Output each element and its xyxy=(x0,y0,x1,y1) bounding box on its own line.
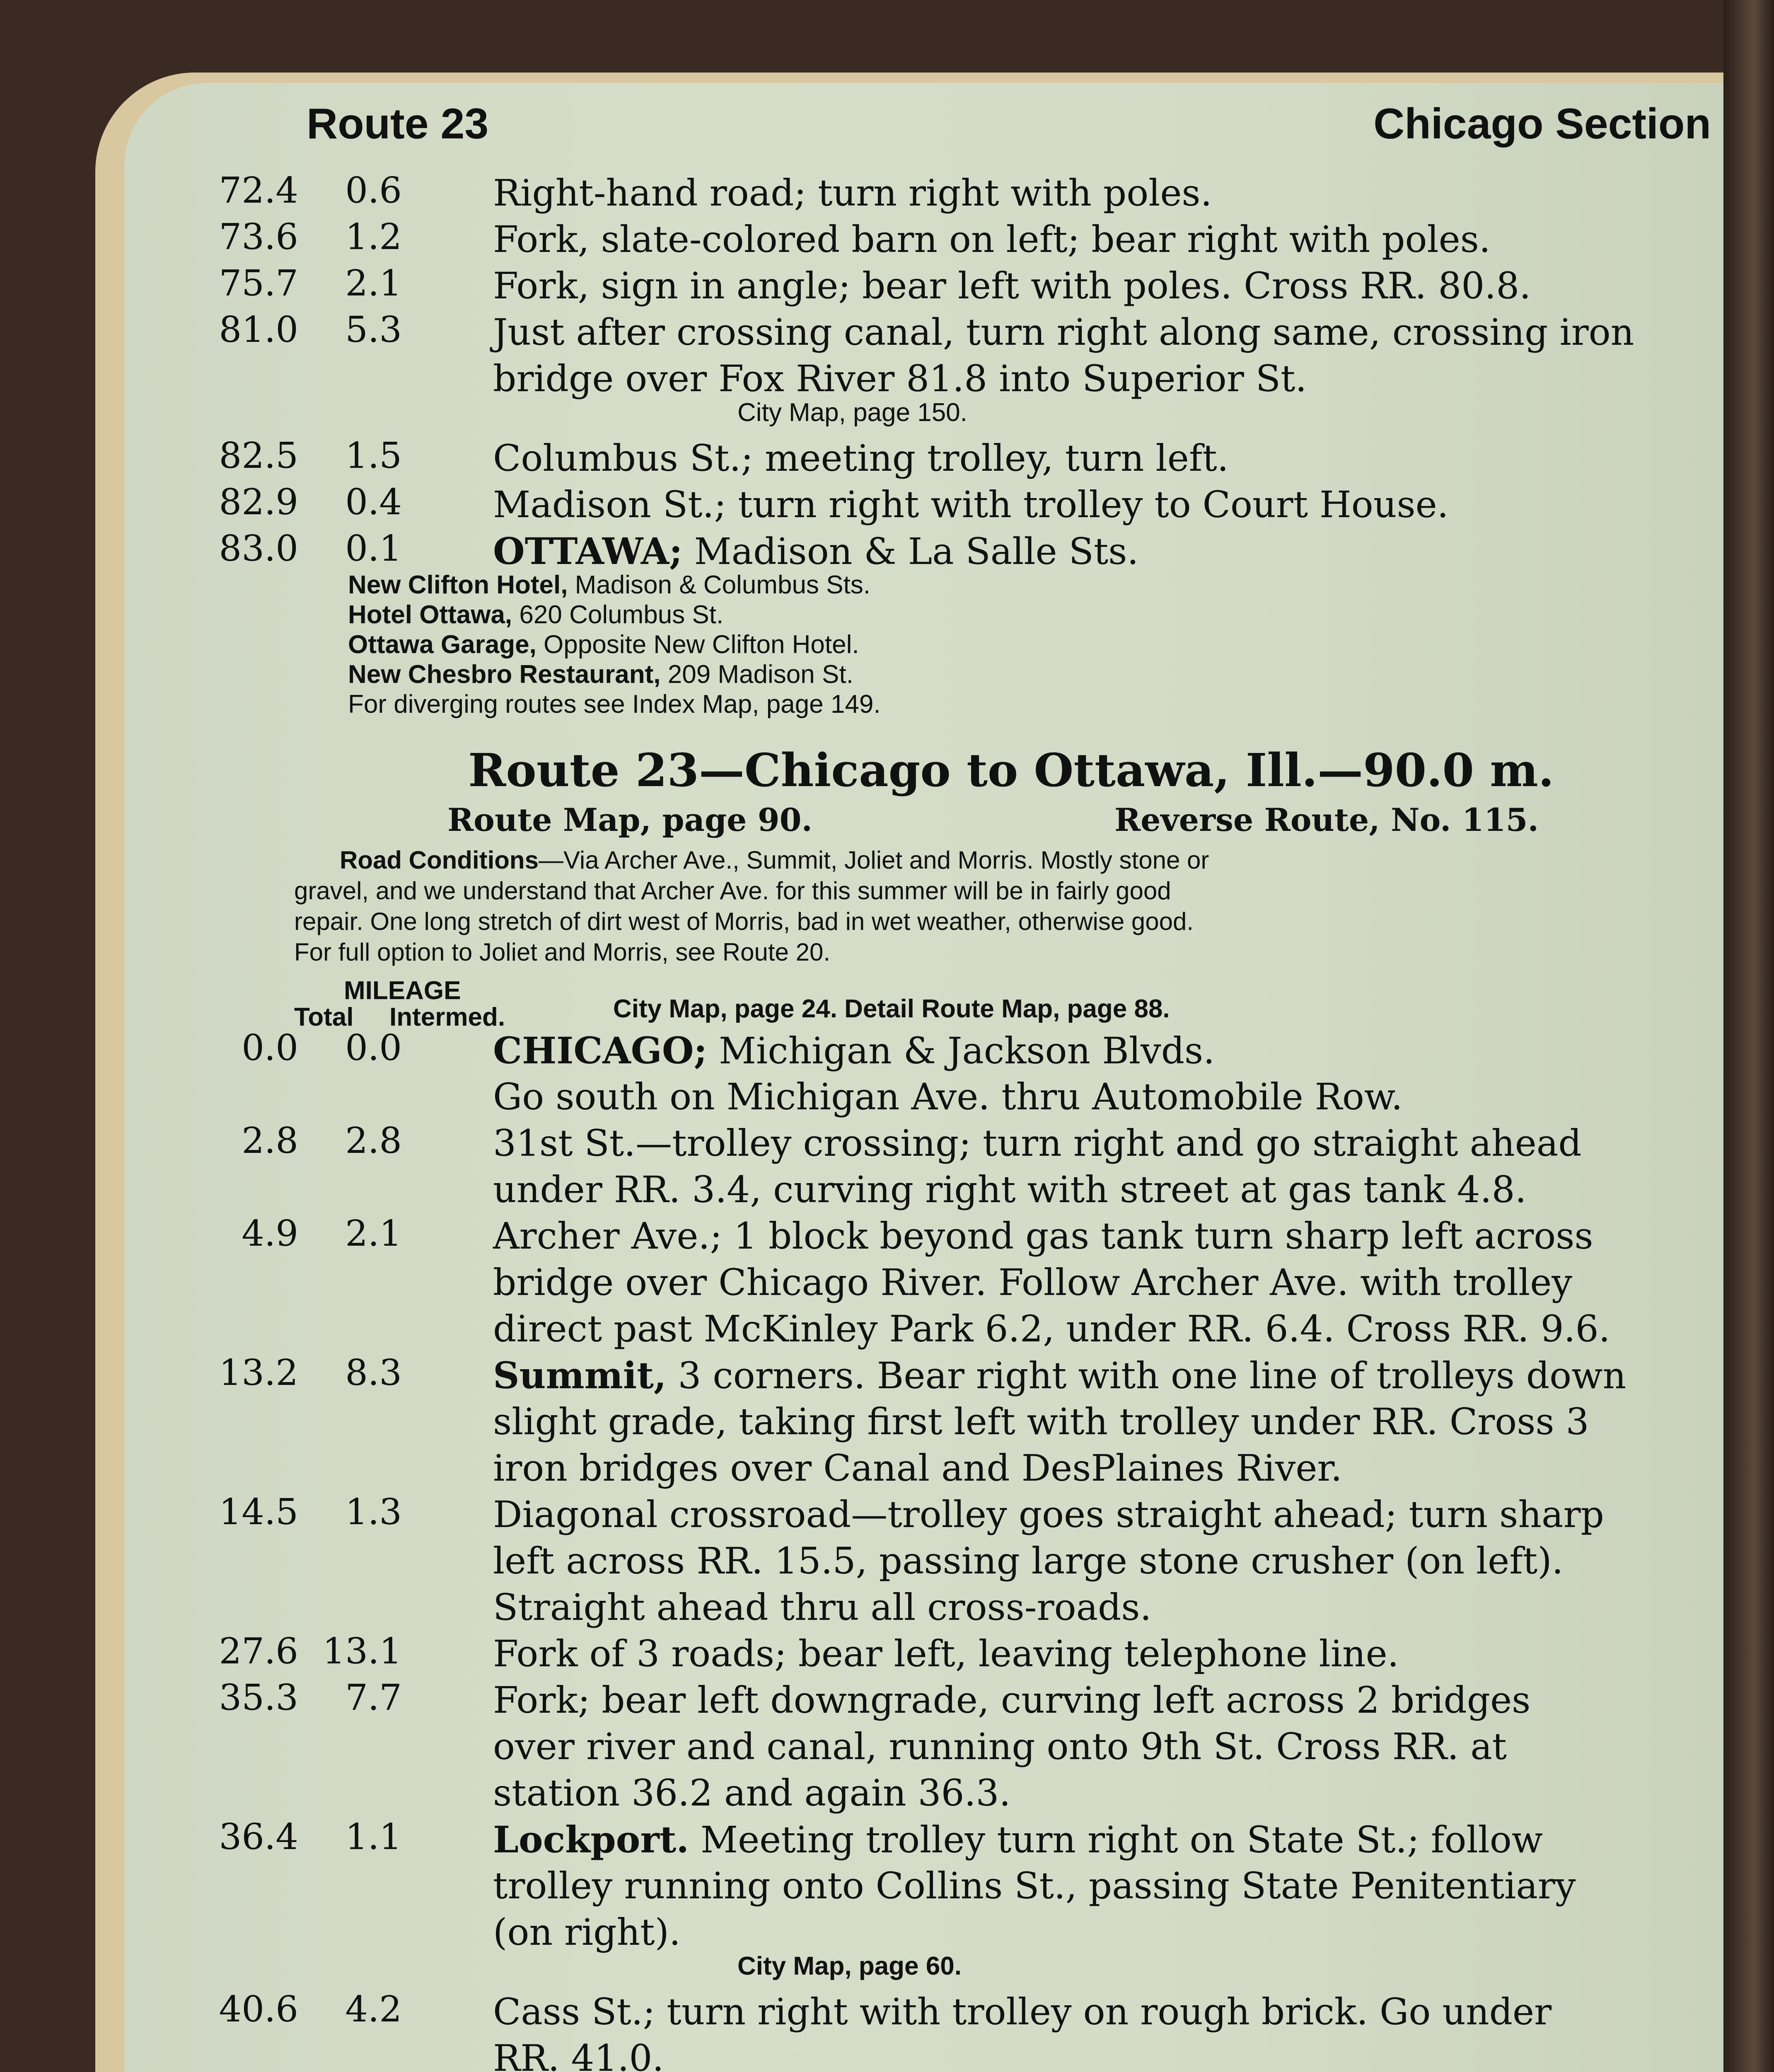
city-map-note: City Map, page 150. xyxy=(737,398,967,427)
route-step-direction-line: Cass St.; turn right with trolley on rough brick. Go under xyxy=(493,1990,1552,2033)
route-map-ref: Route Map, page 90. xyxy=(447,801,813,838)
book-gutter xyxy=(1723,0,1774,2072)
running-header-section: Chicago Section xyxy=(1373,100,1711,148)
prev-route-direction-line: Madison St.; turn right with trolley to Court House. xyxy=(493,483,1449,526)
route-step-direction-line: Archer Ave.; 1 block beyond gas tank turn sharp left across xyxy=(493,1215,1593,1257)
route-step-direction-line: 31st St.—trolley crossing; turn right and go straight ahead xyxy=(493,1122,1582,1164)
route-step-direction-line: (on right). xyxy=(493,1911,681,1953)
prev-route-intermediate-mileage: 2.1 xyxy=(345,263,402,304)
prev-route-direction-line: Just after crossing canal, turn right along same, crossing iron xyxy=(493,311,1634,353)
road-conditions-line: repair. One long stretch of dirt west of Morris, bad in wet weather, otherwise good. xyxy=(294,908,1194,935)
direction-text: 3 corners. Bear right with one line of trolleys down xyxy=(666,1354,1627,1397)
route-title: Route 23—Chicago to Ottawa, Ill.—90.0 m. xyxy=(468,743,1554,797)
route-step-direction-line: over river and canal, running onto 9th St. Cross RR. at xyxy=(493,1725,1507,1768)
route-step-direction-line: station 36.2 and again 36.3. xyxy=(493,1772,1011,1814)
prev-route-total-mileage: 82.5 xyxy=(219,435,298,477)
route-step-intermediate-mileage: 2.1 xyxy=(345,1213,402,1254)
running-header-route: Route 23 xyxy=(307,100,489,148)
direction-text: Michigan & Jackson Blvds. xyxy=(707,1029,1215,1072)
hotel-listing xyxy=(348,570,870,600)
intermed-label: Intermed. xyxy=(389,1003,505,1031)
route-step-intermediate-mileage: 2.8 xyxy=(345,1120,402,1162)
prev-route-direction-line: Fork, slate-colored barn on left; bear right with poles. xyxy=(493,218,1491,261)
route-step-direction-line: Straight ahead thru all cross-roads. xyxy=(493,1586,1152,1629)
prev-route-total-mileage: 73.6 xyxy=(219,216,298,258)
route-step-total-mileage: 2.8 xyxy=(242,1120,298,1162)
route-step-intermediate-mileage: 13.1 xyxy=(322,1631,402,1672)
route-step-direction-line: Diagonal crossroad—trolley goes straight ahead; turn sharp xyxy=(493,1493,1604,1536)
route-step-direction-line: bridge over Chicago River. Follow Archer Ave. with trolley xyxy=(493,1261,1572,1304)
road-conditions-text: —Via Archer Ave., Summit, Joliet and Morris. Mostly stone or xyxy=(538,846,1209,874)
route-step-total-mileage: 14.5 xyxy=(219,1491,298,1533)
prev-route-direction-line: Fork, sign in angle; bear left with poles. Cross RR. 80.8. xyxy=(493,264,1531,307)
reverse-route-ref: Reverse Route, No. 115. xyxy=(1114,801,1539,838)
route-step-total-mileage: 27.6 xyxy=(219,1631,298,1672)
hotel-name: New Chesbro Restaurant, xyxy=(348,660,661,689)
route-step-direction-line xyxy=(493,1352,1626,1399)
total-label: Total xyxy=(294,1003,354,1031)
route-step-direction-line: direct past McKinley Park 6.2, under RR. 6.4. Cross RR. 9.6. xyxy=(493,1307,1610,1350)
route-step-intermediate-mileage: 8.3 xyxy=(345,1352,402,1394)
road-conditions-line: For full option to Joliet and Morris, see Route 20. xyxy=(294,938,830,966)
prev-route-intermediate-mileage: 0.6 xyxy=(345,170,402,211)
route-step-direction-line xyxy=(493,1027,1215,1074)
prev-route-total-mileage: 75.7 xyxy=(219,263,298,304)
road-conditions-line xyxy=(340,845,1209,876)
diverging-routes-note: For diverging routes see Index Map, page 149. xyxy=(348,690,881,719)
route-step-intermediate-mileage: 4.2 xyxy=(345,1989,402,2030)
route-step-direction-line xyxy=(493,1816,1543,1863)
place-name: CHICAGO; xyxy=(493,1029,707,1072)
prev-route-direction-line: Right-hand road; turn right with poles. xyxy=(493,172,1212,214)
mileage-label: MILEAGE xyxy=(344,976,461,1005)
hotel-listing xyxy=(348,660,853,689)
route-step-intermediate-mileage: 7.7 xyxy=(345,1677,402,1719)
route-step-total-mileage: 4.9 xyxy=(242,1213,298,1254)
route-maps-line: City Map, page 24. Detail Route Map, page 88. xyxy=(613,995,1170,1023)
prev-route-total-mileage: 83.0 xyxy=(219,528,298,569)
route-step-direction-line: slight grade, taking first left with trolley under RR. Cross 3 xyxy=(493,1400,1589,1443)
route-step-total-mileage: 13.2 xyxy=(219,1352,298,1394)
hotel-address: 620 Columbus St. xyxy=(512,600,724,629)
route-step-total-mileage: 40.6 xyxy=(219,1989,298,2030)
route-step-intermediate-mileage: 1.3 xyxy=(345,1491,402,1533)
lockport-city-map: City Map, page 60. xyxy=(737,1952,962,1980)
prev-route-direction-line: bridge over Fox River 81.8 into Superior St. xyxy=(493,357,1307,400)
place-name: Lockport. xyxy=(493,1818,689,1861)
place-name: Summit, xyxy=(493,1354,667,1397)
prev-route-intermediate-mileage: 1.2 xyxy=(345,216,402,258)
route-step-intermediate-mileage: 0.0 xyxy=(345,1027,402,1069)
prev-route-total-mileage: 82.9 xyxy=(219,482,298,523)
prev-route-total-mileage: 72.4 xyxy=(219,170,298,211)
hotel-name: Ottawa Garage, xyxy=(348,630,537,659)
route-step-direction-line: RR. 41.0. xyxy=(493,2037,664,2072)
hotel-address: 209 Madison St. xyxy=(660,660,853,689)
route-step-direction-line: Fork of 3 roads; bear left, leaving telephone line. xyxy=(493,1632,1399,1675)
direction-text: Madison & La Salle Sts. xyxy=(682,530,1139,573)
route-step-total-mileage: 35.3 xyxy=(219,1677,298,1719)
route-step-total-mileage: 0.0 xyxy=(242,1027,298,1069)
prev-route-intermediate-mileage: 0.4 xyxy=(345,482,402,523)
route-step-direction-line: trolley running onto Collins St., passing State Penitentiary xyxy=(493,1864,1576,1907)
route-step-direction-line: Go south on Michigan Ave. thru Automobile Row. xyxy=(493,1075,1403,1118)
hotel-address: Madison & Columbus Sts. xyxy=(568,571,870,599)
prev-route-direction-line: Columbus St.; meeting trolley, turn left. xyxy=(493,437,1229,479)
road-conditions-label: Road Conditions xyxy=(340,846,539,874)
road-conditions-line: gravel, and we understand that Archer Ave. for this summer will be in fairly good xyxy=(294,877,1171,905)
hotel-address: Opposite New Clifton Hotel. xyxy=(536,630,859,659)
place-name: OTTAWA; xyxy=(493,530,683,573)
book-page xyxy=(124,83,1723,2072)
hotel-listing xyxy=(348,600,723,629)
prev-route-direction-line xyxy=(493,528,1138,575)
direction-text: Meeting trolley turn right on State St.; follow xyxy=(689,1818,1543,1861)
hotel-name: New Clifton Hotel, xyxy=(348,571,568,599)
route-step-direction-line: Fork; bear left downgrade, curving left across 2 bridges xyxy=(493,1679,1531,1721)
route-step-direction-line: iron bridges over Canal and DesPlaines River. xyxy=(493,1447,1342,1489)
hotel-listing xyxy=(348,630,859,659)
route-step-direction-line: left across RR. 15.5, passing large stone crusher (on left). xyxy=(493,1539,1564,1582)
route-step-direction-line: under RR. 3.4, curving right with street at gas tank 4.8. xyxy=(493,1168,1527,1211)
route-step-intermediate-mileage: 1.1 xyxy=(345,1816,402,1858)
prev-route-intermediate-mileage: 1.5 xyxy=(345,435,402,477)
prev-route-intermediate-mileage: 0.1 xyxy=(345,528,402,569)
route-step-total-mileage: 36.4 xyxy=(219,1816,298,1858)
prev-route-total-mileage: 81.0 xyxy=(219,309,298,351)
prev-route-intermediate-mileage: 5.3 xyxy=(345,309,402,351)
hotel-name: Hotel Ottawa, xyxy=(348,600,512,629)
